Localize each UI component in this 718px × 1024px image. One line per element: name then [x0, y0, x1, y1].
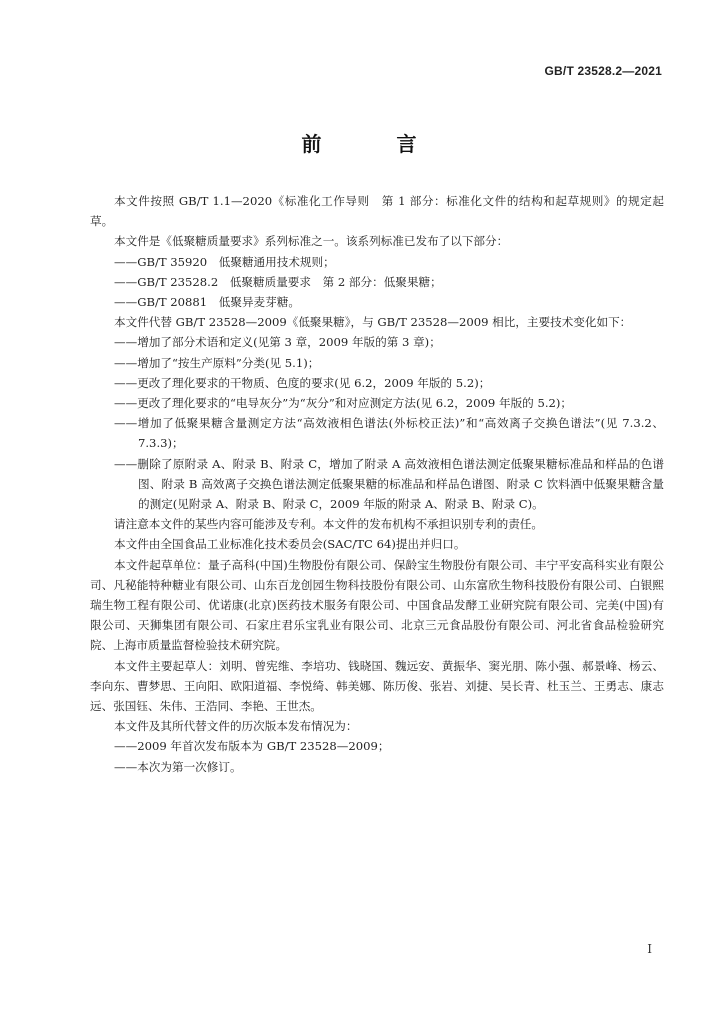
list-item-history: ——本次为第一次修订。 — [114, 759, 242, 774]
paragraph-series-intro: 本文件是《低聚糖质量要求》系列标准之一。该系列标准已发布了以下部分： — [114, 234, 509, 249]
paragraph-replaces: 本文件代替 GB/T 23528—2009《低聚果糖》，与 GB/T 23528—2009 相比，主要技术变化如下： — [114, 315, 632, 330]
list-item-change: ——增加了低聚果糖含量测定方法“高效液相色谱法(外标校正法)”和“高效离子交换色谱法”(见 7.3.2、7.3.3)； — [114, 416, 664, 451]
list-item-change: ——更改了理化要求的“电导灰分”为“灰分”和对应测定方法(见 6.2，2009 年版的 5.2)； — [114, 396, 573, 411]
paragraph-committee: 本文件由全国食品工业标准化技术委员会(SAC/TC 64)提出并归口。 — [114, 537, 466, 552]
paragraph-patent-notice: 请注意本文件的某些内容可能涉及专利。本文件的发布机构不承担识别专利的责任。 — [114, 517, 543, 532]
paragraph-drafting-units: 本文件起草单位：量子高科(中国)生物股份有限公司、保龄宝生物股份有限公司、丰宁平安高科实业有限公司、凡秘能特种糖业有限公司、山东百龙创园生物科技股份有限公司、山东富欣生物科技股份有限公司、白银熙瑞生物工程有限公司、优诺康(北京)医药技术服务有限公司、中国食品发酵工业研究院有限公司、完美(中国)有限公司、天狮集团有限公司、石家庄君乐宝乳业有限公司、北京三元食品股份有限公司、河北省食品检验研究院、上海市质量监督检验技术研究院。 — [90, 557, 664, 653]
foreword-body — [90, 191, 664, 777]
list-item-part: ——GB/T 35920 低聚糖通用技术规则； — [114, 254, 335, 269]
list-item-part: ——GB/T 20881 低聚异麦芽糖。 — [114, 295, 300, 310]
paragraph-drafting-rules: 本文件按照 GB/T 1.1—2020《标准化工作导则 第 1 部分：标准化文件的结构和起草规则》的规定起草。 — [90, 194, 664, 229]
page-number: I — [647, 942, 652, 956]
list-item-change: ——删除了原附录 A、附录 B、附录 C，增加了附录 A 高效液相色谱法测定低聚果糖标准品和样品的色谱图、附录 B 高效离子交换色谱法测定低聚果糖的标准品和样品色谱图、附录 C 饮料酒中低聚果糖含量的测定(见附录 A、附录 B、附录 C，2009 年版的附录 A、附录 B、附录 C)。 — [114, 456, 664, 512]
paragraph-drafters: 本文件主要起草人：刘明、曾宪维、李培功、钱晓国、魏远安、黄振华、窦光朋、陈小强、郝景峰、杨云、李向东、曹梦思、王向阳、欧阳道福、李悦绮、韩美娜、陈历俊、张岩、刘捷、吴长青、杜玉兰、王勇志、康志远、张国钰、朱伟、王浩同、李艳、王世杰。 — [90, 658, 664, 714]
page-title: 前 言 — [301, 132, 451, 156]
list-item-change: ——更改了理化要求的干物质、色度的要求(见 6.2，2009 年版的 5.2)； — [114, 375, 491, 390]
list-item-history: ——2009 年首次发布版本为 GB/T 23528—2009； — [114, 739, 390, 754]
list-item-part: ——GB/T 23528.2 低聚糖质量要求 第 2 部分：低聚果糖； — [114, 274, 442, 289]
list-item-change: ——增加了“按生产原料”分类(见 5.1)； — [114, 355, 320, 370]
list-item-change: ——增加了部分术语和定义(见第 3 章，2009 年版的第 3 章)； — [114, 335, 441, 350]
standard-number-header: GB/T 23528.2—2021 — [544, 64, 662, 78]
paragraph-history-intro: 本文件及其所代替文件的历次版本发布情况为： — [114, 719, 358, 734]
